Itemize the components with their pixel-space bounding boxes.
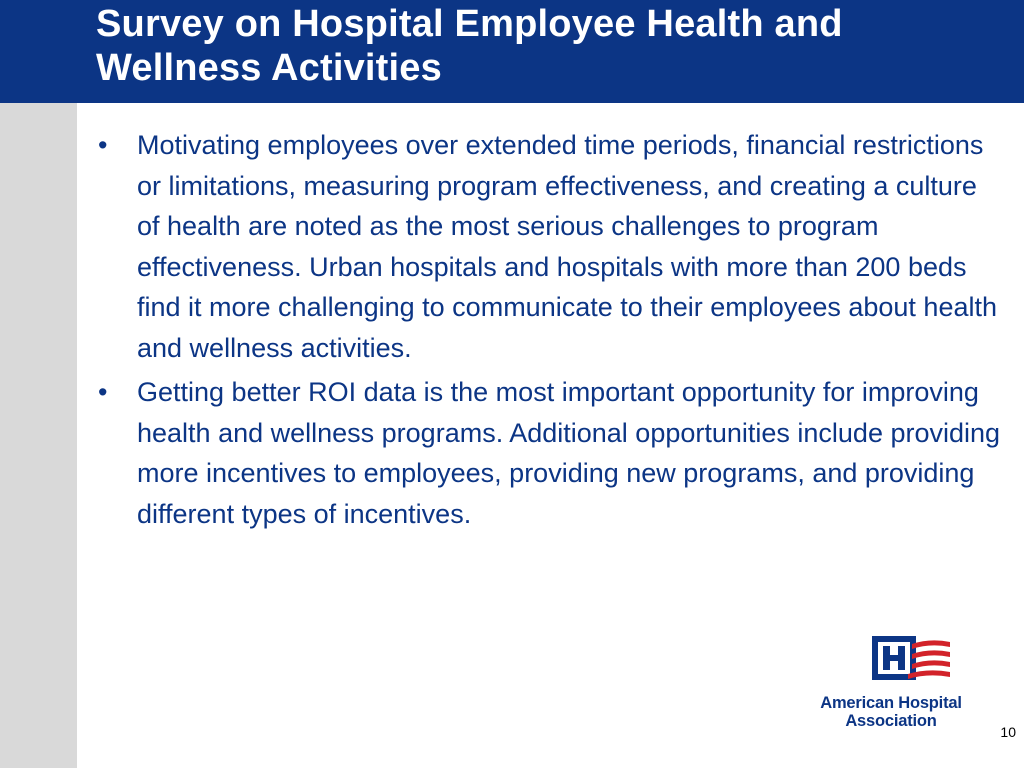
bullet-marker: •: [98, 130, 108, 160]
side-strip: [0, 103, 77, 768]
title-bar: [0, 0, 1024, 103]
logo-line-2: Association: [845, 712, 937, 730]
bullet-item: [96, 372, 1001, 534]
american-hospital-association-logo-icon: [872, 636, 952, 688]
bullet-marker: •: [98, 377, 108, 407]
bullet-text: Getting better ROI data is the most important opportunity for improving health and wellness programs. Additional opportunities include providing more incentives to employees, providing new programs, and providing different types of incentives.: [137, 377, 1001, 529]
bullet-text: Motivating employees over extended time periods, financial restrictions or limitations, measuring program effectiveness, and creating a culture of health are noted as the most serious challenges to program effectiveness. Urban hospitals and hospitals with more than 200 beds find it more challenging to communicate to their employees about health and wellness activities.: [137, 130, 997, 363]
page-number: 10: [1000, 724, 1016, 740]
aha-logo: [806, 632, 976, 732]
logo-text: [806, 694, 976, 730]
slide-title: Survey on Hospital Employee Health and Wellness Activities: [96, 3, 843, 89]
bullet-list: [96, 125, 1001, 538]
bullet-item: [96, 125, 1001, 368]
logo-line-1: American Hospital: [820, 694, 962, 712]
